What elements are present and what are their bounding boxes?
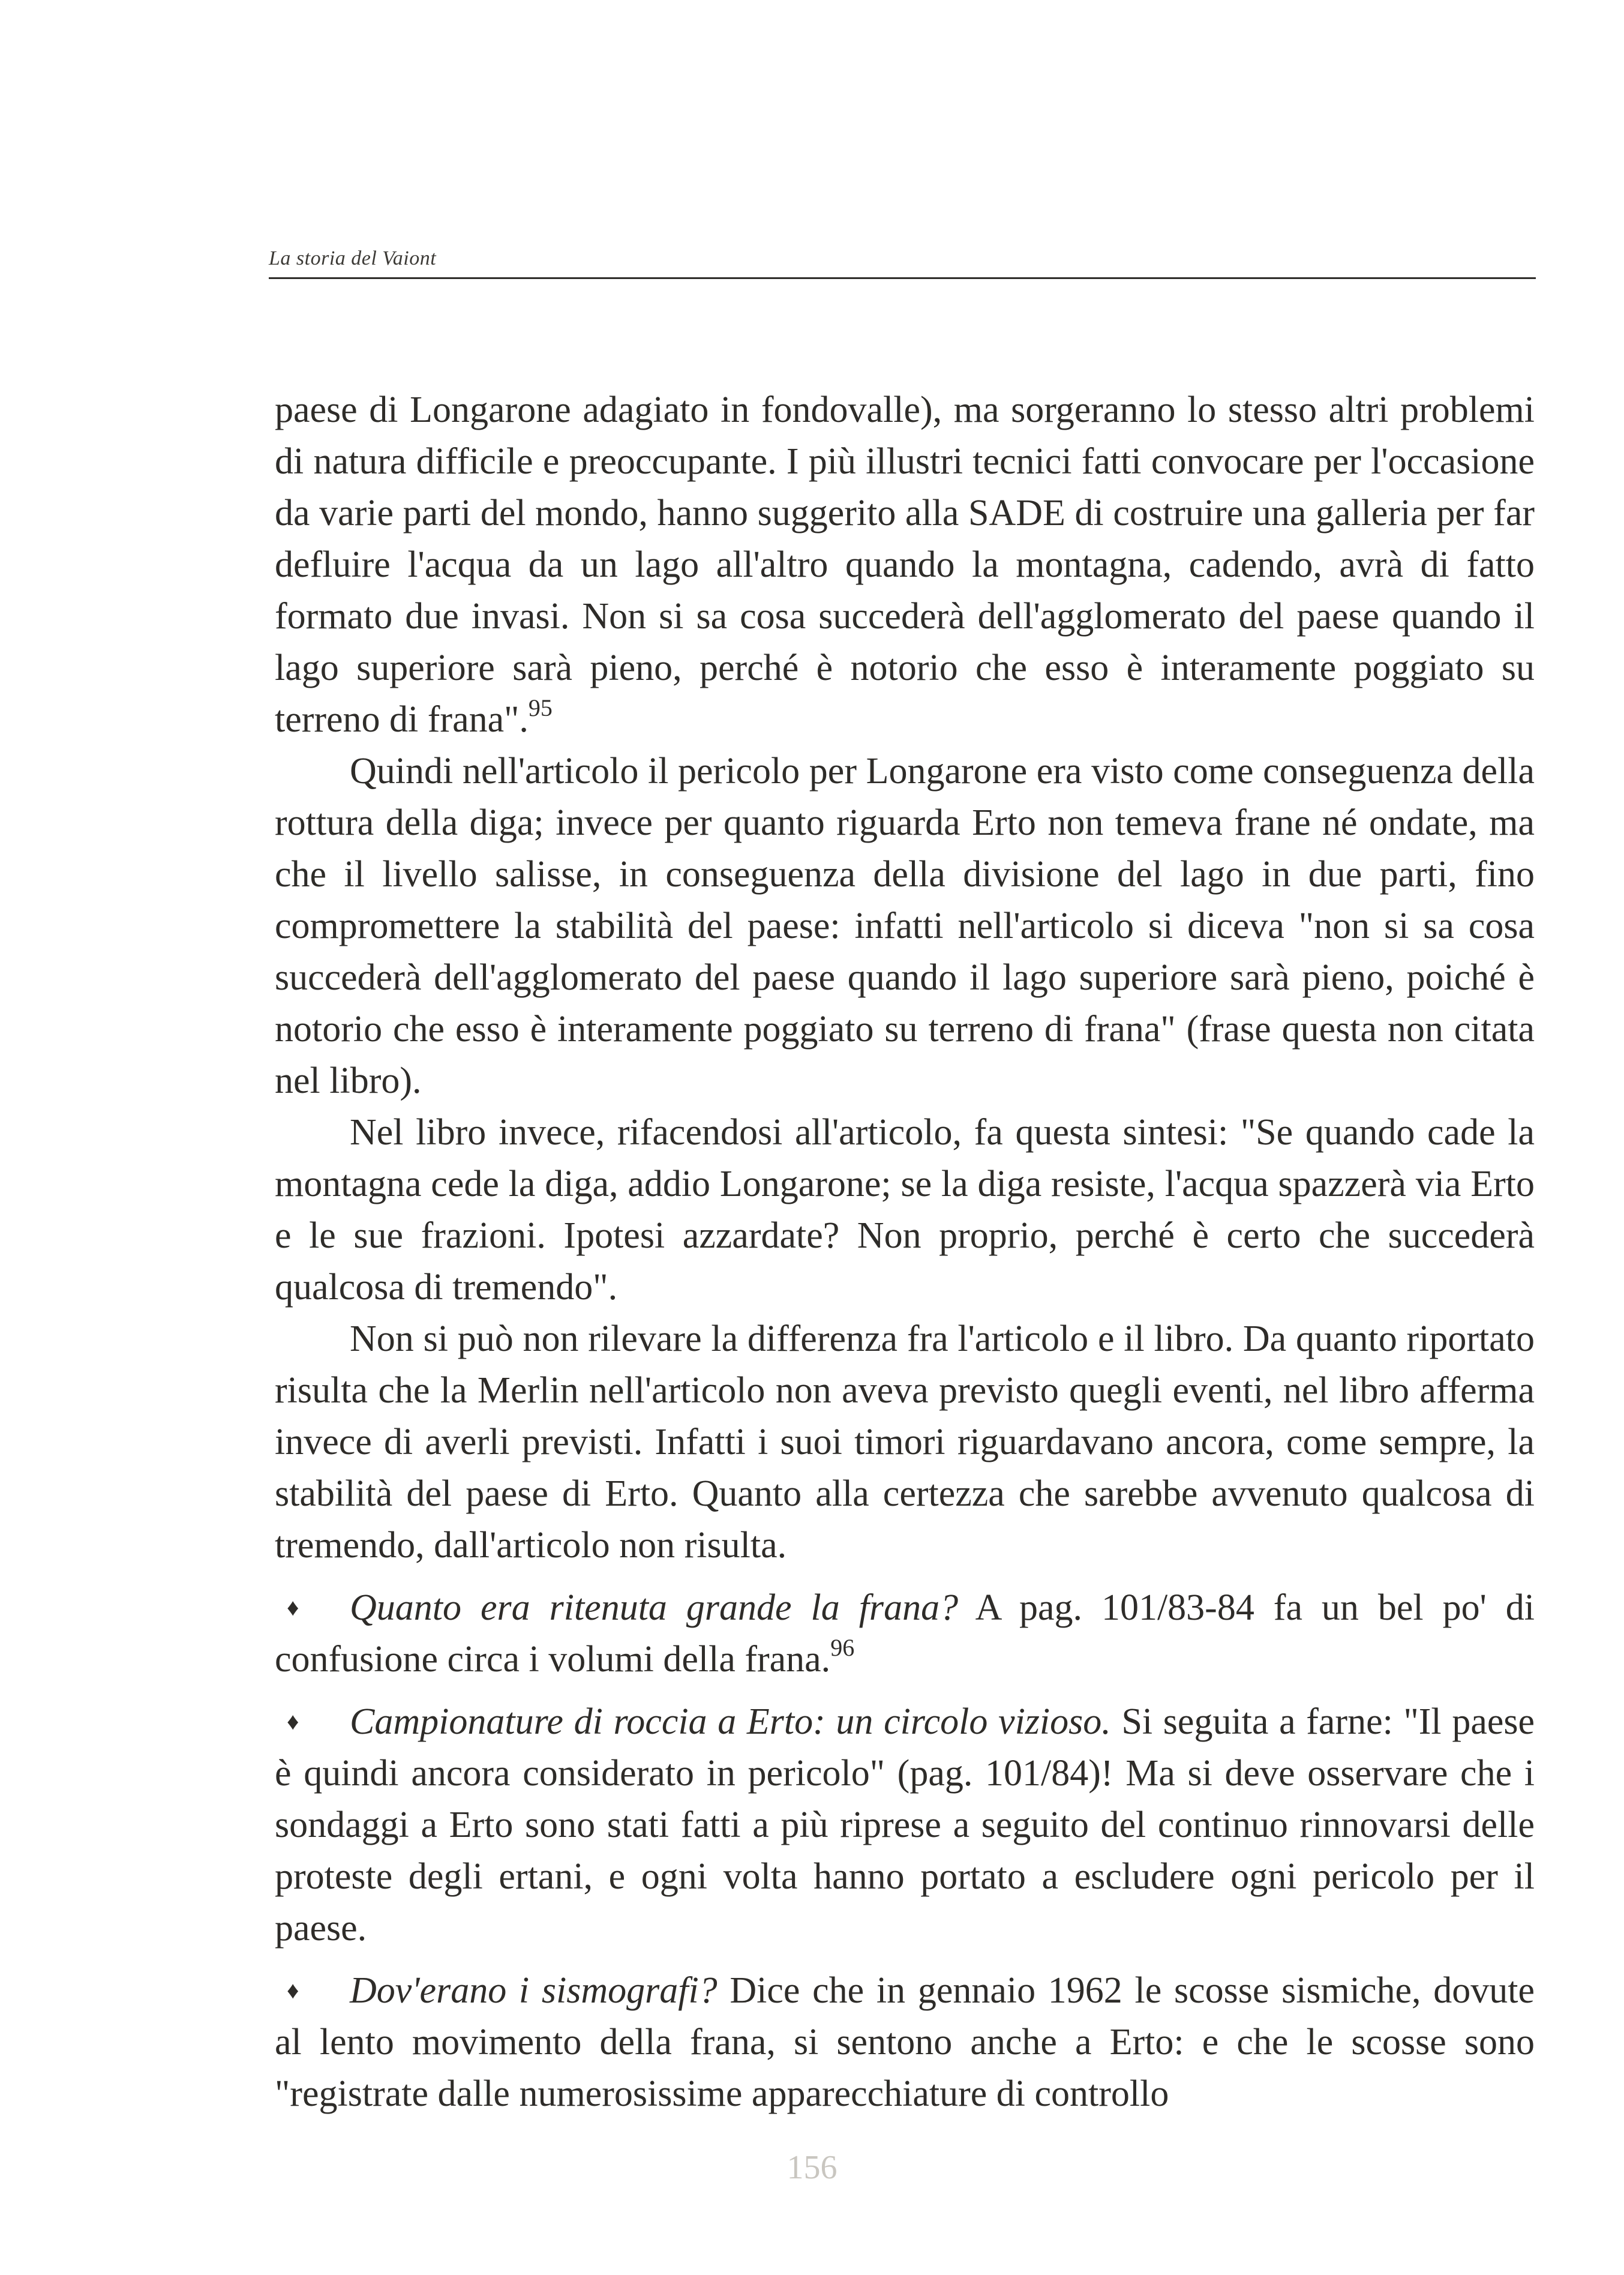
body-text [275,384,1535,2120]
paragraph: Nel libro invece, rifacendosi all'articolo, fa questa sintesi: "Se quando cade la montagna cede la diga, addio Longarone; se la diga resiste, l'acqua spazzerà via Erto e le sue frazioni. Ipotesi azzardate? Non proprio, perché è certo che succederà qualcosa di tremendo". [275,1112,1535,1308]
diamond-bullet-icon: ♦ [287,1594,299,1621]
bullet-lead: Quanto era ritenuta grande la frana? [350,1587,959,1628]
footnote-reference: 95 [528,694,553,721]
paragraph: Non si può non rilevare la differenza fra l'articolo e il libro. Da quanto riportato risulta che la Merlin nell'articolo non aveva previsto quegli eventi, nel libro afferma invece di averli previsti. Infatti i suoi timori riguardavano ancora, come sempre, la stabilità del paese di Erto. Quanto alla certezza che sarebbe avvenuto qualcosa di tremendo, dall'articolo non risulta. [275,1318,1535,1566]
diamond-bullet-icon: ♦ [287,1977,299,2004]
running-title: La storia del Vaiont [269,247,437,269]
bullet-text: Si seguita a farne: "Il paese è quindi ancora considerato in pericolo" (pag. 101/84)! Ma si deve osservare che i sondaggi a Erto sono stati fatti a più riprese a seguito del continuo rinnovarsi delle proteste degli ertani, e ogni volta hanno portato a escludere ogni pericolo per il paese. [275,1701,1535,1949]
bullet-text: Dice che in gennaio 1962 le scosse sismiche, dovute al lento movimento della frana, si sentono anche a Erto: e che le scosse sono "registrate dalle numerosissime apparecchiature di controllo [275,1970,1535,2114]
paragraph-text: paese di Longarone adagiato in fondovalle), ma sorgeranno lo stesso altri problemi di natura difficile e preoccupante. I più illustri tecnici fatti convocare per l'occasione da varie parti del mondo, hanno suggerito alla SADE di costruire una galleria per far defluire l'acqua da un lago all'altro quando la montagna, cadendo, avrà di fatto formato due invasi. Non si sa cosa succederà dell'agglomerato del paese quando il lago superiore sarà pieno, perché è notorio che esso è interamente poggiato su terreno di frana". [275,389,1535,740]
header-rule [269,277,1536,279]
bullet-item [275,1582,1535,1685]
bullet-item [275,1696,1535,1954]
bullet-text: A pag. 101/83-84 fa un bel po' di confusione circa i volumi della frana. [275,1587,1535,1680]
bullet-item [275,1965,1535,2120]
footnote-reference: 96 [830,1634,855,1661]
bullet-lead: Dov'erano i sismografi? [350,1970,718,2011]
diamond-bullet-icon: ♦ [287,1708,299,1735]
paragraph: Quindi nell'articolo il pericolo per Longarone era visto come conseguenza della rottura della diga; invece per quanto riguarda Erto non temeva frane né ondate, ma che il livello salisse, in conseguenza della divisione del lago in due parti, fino compromettere la stabilità del paese: infatti nell'articolo si diceva "non si sa cosa succederà dell'agglomerato del paese quando il lago superiore sarà pieno, poiché è notorio che esso è interamente poggiato su terreno di frana" (frase questa non citata nel libro). [275,751,1535,1101]
bullet-lead: Campionature di roccia a Erto: un circolo vizioso. [350,1701,1111,1742]
paragraph [275,384,1535,745]
page-number: 156 [787,2149,837,2186]
